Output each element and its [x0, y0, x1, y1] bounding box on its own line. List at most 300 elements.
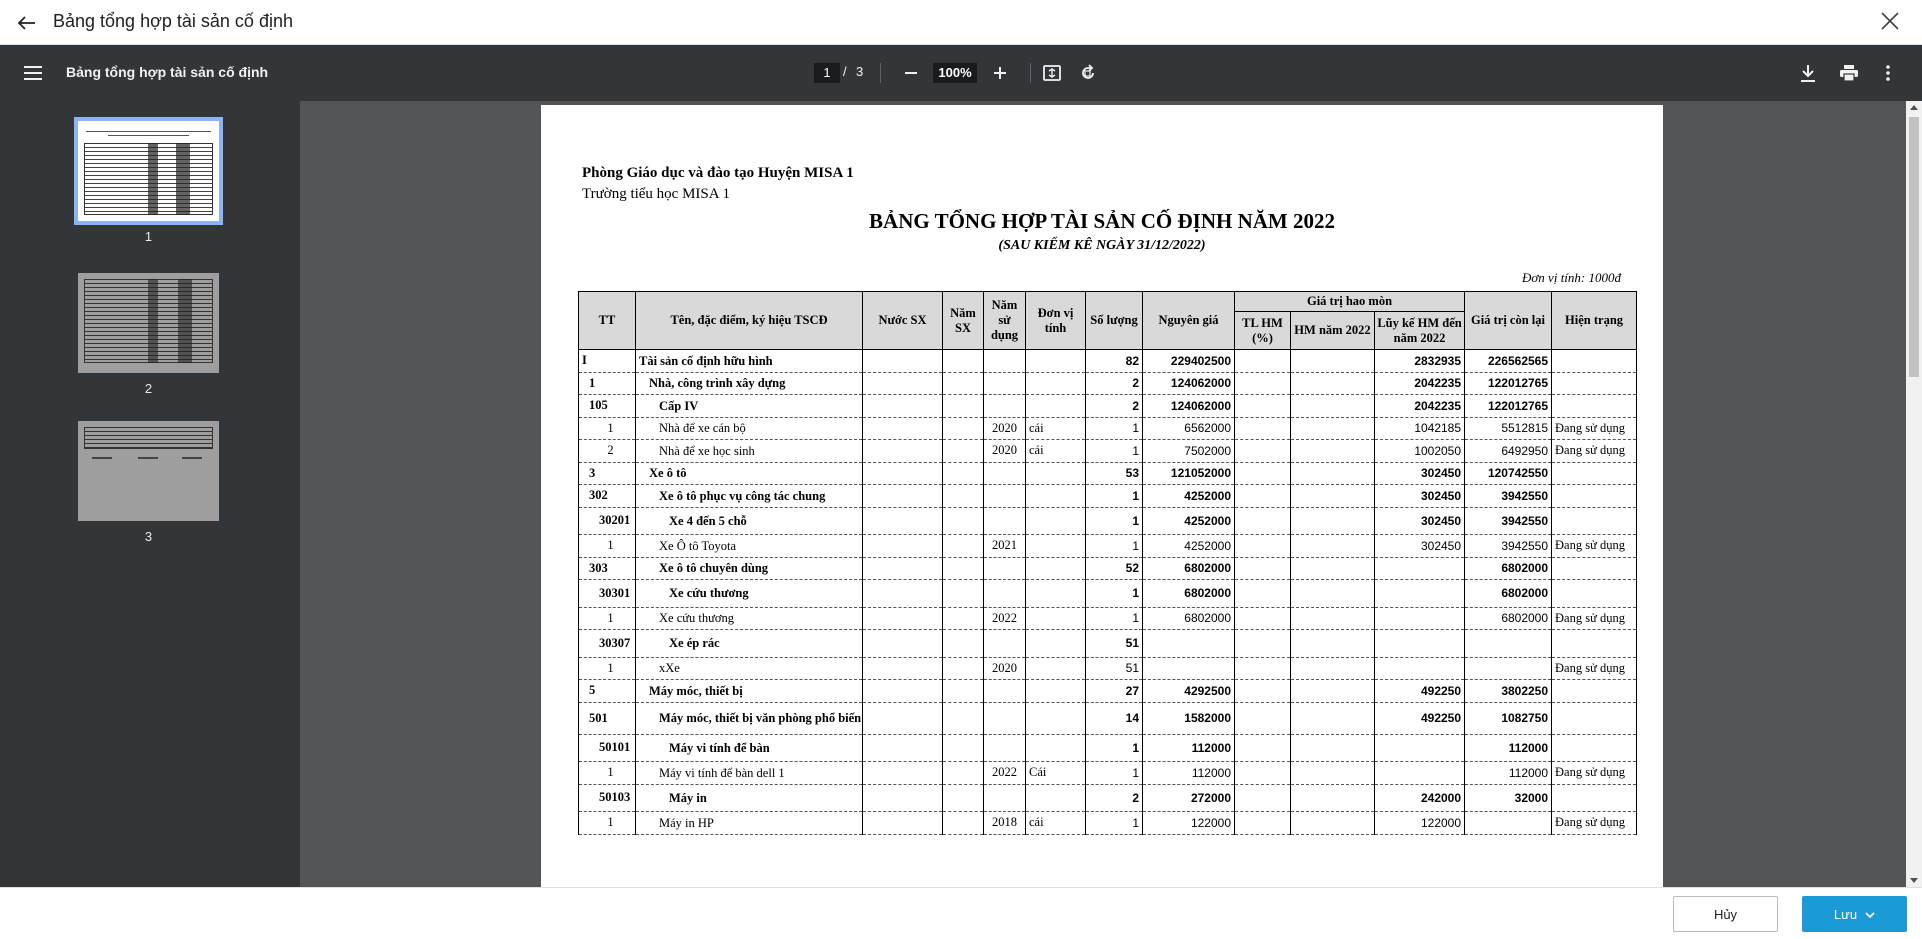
cell-status — [1552, 580, 1637, 608]
cell-unit — [1026, 462, 1086, 485]
cell-unit — [1026, 784, 1086, 812]
cell-year-made — [943, 784, 984, 812]
cell-name: Cấp IV — [636, 395, 863, 418]
cell-name: Xe ô tô — [636, 462, 863, 485]
cell-year-made — [943, 395, 984, 418]
cell-qty: 2 — [1086, 784, 1143, 812]
cell-remaining: 112000 — [1465, 734, 1552, 762]
header-cost: Nguyên giá — [1143, 292, 1235, 350]
cell-remaining: 226562565 — [1465, 350, 1552, 373]
cell-qty: 1 — [1086, 762, 1143, 785]
cell-qty: 1 — [1086, 535, 1143, 558]
cell-year-made — [943, 485, 984, 508]
cell-remaining: 122012765 — [1465, 372, 1552, 395]
cell-depr-rate — [1235, 762, 1291, 785]
cell-cost: 112000 — [1143, 762, 1235, 785]
cell-depr-rate — [1235, 535, 1291, 558]
cell-depr-year — [1291, 607, 1375, 630]
cell-qty: 14 — [1086, 702, 1143, 734]
cell-qty: 1 — [1086, 607, 1143, 630]
rotate-icon[interactable] — [1073, 58, 1103, 88]
cell-depr-year — [1291, 535, 1375, 558]
cell-depr-accum: 2042235 — [1375, 372, 1465, 395]
cell-depr-accum: 492250 — [1375, 680, 1465, 703]
cell-country — [863, 557, 943, 580]
cell-year-used — [984, 372, 1026, 395]
cell-unit — [1026, 485, 1086, 508]
cell-unit — [1026, 630, 1086, 658]
cell-year-made — [943, 580, 984, 608]
cancel-button[interactable]: Hủy — [1673, 896, 1778, 932]
cell-depr-accum — [1375, 630, 1465, 658]
cell-depr-accum — [1375, 762, 1465, 785]
cell-unit — [1026, 580, 1086, 608]
cell-country — [863, 607, 943, 630]
cell-year-used — [984, 630, 1026, 658]
scrollbar-thumb[interactable] — [1909, 117, 1919, 377]
cell-cost: 121052000 — [1143, 462, 1235, 485]
cell-remaining: 3942550 — [1465, 485, 1552, 508]
cell-tt: 50103 — [579, 784, 636, 812]
cell-remaining: 112000 — [1465, 762, 1552, 785]
cell-depr-rate — [1235, 440, 1291, 463]
cell-year-used — [984, 395, 1026, 418]
cell-depr-year — [1291, 812, 1375, 835]
header-depr-rate: TL HM (%) — [1235, 312, 1291, 350]
zoom-level-input[interactable]: 100% — [933, 63, 977, 83]
cell-cost: 6802000 — [1143, 580, 1235, 608]
table-body — [579, 350, 1637, 835]
cell-tt: 30307 — [579, 630, 636, 658]
cell-year-made — [943, 812, 984, 835]
cell-tt: 3 — [579, 462, 636, 485]
cell-depr-rate — [1235, 372, 1291, 395]
thumbnail-label: 1 — [144, 229, 153, 244]
cell-depr-accum: 2042235 — [1375, 395, 1465, 418]
cell-depr-year — [1291, 702, 1375, 734]
cell-depr-year — [1291, 762, 1375, 785]
cell-year-used: 2020 — [984, 657, 1026, 680]
cell-year-used: 2018 — [984, 812, 1026, 835]
cell-country — [863, 440, 943, 463]
cell-remaining: 5512815 — [1465, 417, 1552, 440]
cell-tt: 302 — [579, 485, 636, 508]
cell-unit: cái — [1026, 812, 1086, 835]
cell-depr-accum: 302450 — [1375, 535, 1465, 558]
cell-year-made — [943, 702, 984, 734]
zoom-out-icon[interactable] — [896, 58, 926, 88]
cell-year-used: 2022 — [984, 607, 1026, 630]
cell-year-made — [943, 535, 984, 558]
header-depr-accum: Lũy kế HM đến năm 2022 — [1375, 312, 1465, 350]
cell-depr-accum: 302450 — [1375, 462, 1465, 485]
cell-name: Tài sản cố định hữu hình — [636, 350, 863, 373]
cell-remaining: 6802000 — [1465, 557, 1552, 580]
cell-qty: 1 — [1086, 485, 1143, 508]
cell-qty: 1 — [1086, 812, 1143, 835]
cell-country — [863, 630, 943, 658]
pdf-page — [541, 105, 1663, 887]
table-row — [579, 372, 1637, 395]
cell-unit: Cái — [1026, 762, 1086, 785]
cell-depr-accum — [1375, 734, 1465, 762]
organization-name: Phòng Giáo dục và đào tạo Huyện MISA 1 — [582, 165, 854, 181]
cell-unit — [1026, 350, 1086, 373]
cell-year-used — [984, 734, 1026, 762]
save-button[interactable] — [1802, 896, 1907, 932]
cell-depr-year — [1291, 395, 1375, 418]
cell-unit — [1026, 557, 1086, 580]
cell-tt: 2 — [579, 440, 636, 463]
cell-depr-rate — [1235, 680, 1291, 703]
cell-tt: 1 — [579, 372, 636, 395]
header-tt: TT — [579, 292, 636, 350]
cell-year-made — [943, 417, 984, 440]
table-row — [579, 702, 1637, 734]
cell-cost: 7502000 — [1143, 440, 1235, 463]
cell-cost: 4252000 — [1143, 485, 1235, 508]
cell-year-made — [943, 734, 984, 762]
cell-qty: 1 — [1086, 440, 1143, 463]
vertical-scrollbar[interactable] — [1906, 101, 1922, 887]
cell-country — [863, 350, 943, 373]
cell-remaining: 3942550 — [1465, 535, 1552, 558]
thumbnail-page-2[interactable] — [73, 273, 224, 396]
cell-depr-accum — [1375, 580, 1465, 608]
cell-country — [863, 507, 943, 535]
close-icon[interactable] — [1876, 7, 1904, 35]
cell-qty: 2 — [1086, 395, 1143, 418]
table-row — [579, 657, 1637, 680]
more-options-icon[interactable] — [1873, 58, 1903, 88]
save-button-label: Lưu — [1833, 906, 1858, 922]
download-icon[interactable] — [1793, 58, 1823, 88]
cell-remaining: 122012765 — [1465, 395, 1552, 418]
cell-name: Xe ô tô chuyên dùng — [636, 557, 863, 580]
cell-depr-rate — [1235, 607, 1291, 630]
school-name: Trường tiểu học MISA 1 — [582, 186, 731, 202]
scroll-up-icon[interactable] — [1910, 105, 1918, 110]
cell-status: Đang sử dụng — [1552, 657, 1637, 680]
document-title: Bảng tổng hợp tài sản cố định — [66, 64, 269, 80]
cell-name: Xe Ô tô Toyota — [636, 535, 863, 558]
document-viewer[interactable] — [300, 101, 1906, 887]
cell-name: Xe 4 đến 5 chỗ — [636, 507, 863, 535]
cell-qty: 51 — [1086, 657, 1143, 680]
back-arrow-icon[interactable] — [14, 10, 40, 36]
cell-remaining: 1082750 — [1465, 702, 1552, 734]
cell-tt: 105 — [579, 395, 636, 418]
cell-depr-year — [1291, 485, 1375, 508]
cell-depr-year — [1291, 680, 1375, 703]
table-row — [579, 680, 1637, 703]
cell-depr-rate — [1235, 507, 1291, 535]
cell-remaining: 6802000 — [1465, 607, 1552, 630]
cell-name: Máy vi tính để bàn dell 1 — [636, 762, 863, 785]
cell-remaining — [1465, 630, 1552, 658]
cell-name: Xe cứu thương — [636, 607, 863, 630]
cell-country — [863, 417, 943, 440]
cell-cost: 124062000 — [1143, 395, 1235, 418]
print-icon[interactable] — [1834, 58, 1864, 88]
cell-status — [1552, 702, 1637, 734]
cell-depr-accum: 242000 — [1375, 784, 1465, 812]
cell-depr-year — [1291, 557, 1375, 580]
table-row — [579, 395, 1637, 418]
table-row — [579, 440, 1637, 463]
cell-remaining: 6492950 — [1465, 440, 1552, 463]
thumbnail-image — [78, 273, 219, 373]
cell-depr-year — [1291, 630, 1375, 658]
cell-status: Đang sử dụng — [1552, 812, 1637, 835]
cell-tt: 1 — [579, 535, 636, 558]
cell-remaining: 3802250 — [1465, 680, 1552, 703]
cell-year-made — [943, 607, 984, 630]
cell-depr-accum — [1375, 557, 1465, 580]
pdf-toolbar — [0, 45, 1922, 101]
cell-status — [1552, 372, 1637, 395]
table-row — [579, 580, 1637, 608]
cell-year-used — [984, 462, 1026, 485]
cell-unit — [1026, 372, 1086, 395]
cell-year-made — [943, 557, 984, 580]
thumbnail-sidebar — [0, 101, 300, 887]
table-row — [579, 630, 1637, 658]
cell-depr-rate — [1235, 580, 1291, 608]
cell-unit — [1026, 702, 1086, 734]
cell-country — [863, 462, 943, 485]
cell-name: Máy móc, thiết bị — [636, 680, 863, 703]
thumbnail-page-1[interactable] — [73, 121, 224, 244]
thumbnail-label: 2 — [144, 381, 153, 396]
cell-year-made — [943, 630, 984, 658]
cell-depr-accum: 1042185 — [1375, 417, 1465, 440]
cell-remaining: 3942550 — [1465, 507, 1552, 535]
cell-cost — [1143, 657, 1235, 680]
cell-depr-accum — [1375, 607, 1465, 630]
cell-remaining — [1465, 657, 1552, 680]
thumbnail-image — [78, 421, 219, 521]
cell-year-used: 2020 — [984, 417, 1026, 440]
cell-qty: 51 — [1086, 630, 1143, 658]
fit-page-icon[interactable] — [1037, 58, 1067, 88]
dialog-header — [0, 0, 1922, 45]
cell-depr-rate — [1235, 784, 1291, 812]
cell-status — [1552, 734, 1637, 762]
cell-cost: 112000 — [1143, 734, 1235, 762]
cell-remaining — [1465, 812, 1552, 835]
cell-depr-year — [1291, 417, 1375, 440]
cell-depr-rate — [1235, 350, 1291, 373]
cell-year-made — [943, 350, 984, 373]
cell-year-used — [984, 507, 1026, 535]
cell-depr-accum — [1375, 657, 1465, 680]
header-name: Tên, đặc điểm, ký hiệu TSCĐ — [636, 292, 863, 350]
cell-cost: 229402500 — [1143, 350, 1235, 373]
cell-status: Đang sử dụng — [1552, 417, 1637, 440]
cell-depr-accum: 302450 — [1375, 485, 1465, 508]
cell-unit — [1026, 535, 1086, 558]
cell-country — [863, 485, 943, 508]
cell-depr-accum: 122000 — [1375, 812, 1465, 835]
cell-status — [1552, 507, 1637, 535]
cell-cost: 1582000 — [1143, 702, 1235, 734]
cell-tt: 1 — [579, 607, 636, 630]
toolbar-divider — [1030, 63, 1031, 83]
cell-year-used: 2020 — [984, 440, 1026, 463]
cell-qty: 53 — [1086, 462, 1143, 485]
thumbnail-label: 3 — [144, 529, 153, 544]
cell-year-used — [984, 580, 1026, 608]
asset-table — [578, 291, 1637, 835]
cell-country — [863, 762, 943, 785]
cell-tt: 1 — [579, 812, 636, 835]
header-year-used: Năm sử dụng — [984, 292, 1026, 350]
cell-year-used — [984, 557, 1026, 580]
page-number-input[interactable]: 1 — [814, 63, 840, 83]
cell-name: Nhà để xe học sinh — [636, 440, 863, 463]
cell-qty: 2 — [1086, 372, 1143, 395]
header-country: Nước SX — [863, 292, 943, 350]
cell-year-made — [943, 680, 984, 703]
cell-year-used — [984, 350, 1026, 373]
table-row — [579, 784, 1637, 812]
cell-name: Máy in HP — [636, 812, 863, 835]
cell-depr-rate — [1235, 417, 1291, 440]
header-year-made: Năm SX — [943, 292, 984, 350]
cell-name: Máy móc, thiết bị văn phòng phổ biến — [636, 702, 863, 734]
cell-depr-accum: 2832935 — [1375, 350, 1465, 373]
cell-country — [863, 734, 943, 762]
cell-qty: 1 — [1086, 507, 1143, 535]
cell-year-made — [943, 462, 984, 485]
cell-status — [1552, 630, 1637, 658]
cell-depr-year — [1291, 580, 1375, 608]
table-row — [579, 762, 1637, 785]
cell-depr-rate — [1235, 630, 1291, 658]
cell-depr-rate — [1235, 657, 1291, 680]
cell-depr-rate — [1235, 462, 1291, 485]
cell-country — [863, 812, 943, 835]
thumbnail-page-3[interactable] — [73, 421, 224, 544]
cell-year-used — [984, 680, 1026, 703]
cell-name: Nhà để xe cán bộ — [636, 417, 863, 440]
page-separator: / — [843, 64, 847, 79]
report-title: BẢNG TỔNG HỢP TÀI SẢN CỐ ĐỊNH NĂM 2022 — [869, 209, 1335, 233]
cell-cost: 122000 — [1143, 812, 1235, 835]
cell-status — [1552, 557, 1637, 580]
cell-depr-year — [1291, 372, 1375, 395]
cell-cost: 6562000 — [1143, 417, 1235, 440]
dialog-title: Bảng tổng hợp tài sản cố định — [53, 11, 293, 31]
menu-icon[interactable] — [18, 58, 48, 88]
cell-depr-accum: 302450 — [1375, 507, 1465, 535]
cell-depr-rate — [1235, 702, 1291, 734]
zoom-in-icon[interactable] — [985, 58, 1015, 88]
cell-tt: 501 — [579, 702, 636, 734]
table-row — [579, 535, 1637, 558]
chevron-down-icon[interactable] — [1865, 907, 1875, 922]
cell-depr-year — [1291, 462, 1375, 485]
report-subtitle: (SAU KIỂM KÊ NGÀY 31/12/2022) — [998, 238, 1206, 253]
header-depr-year: HM năm 2022 — [1291, 312, 1375, 350]
cell-depr-year — [1291, 507, 1375, 535]
cell-name: xXe — [636, 657, 863, 680]
cell-unit — [1026, 395, 1086, 418]
table-row — [579, 485, 1637, 508]
unit-label: Đơn vị tính: 1000đ — [1521, 270, 1621, 285]
cell-cost: 4292500 — [1143, 680, 1235, 703]
cell-qty: 82 — [1086, 350, 1143, 373]
cell-year-made — [943, 507, 984, 535]
cell-year-used — [984, 485, 1026, 508]
toolbar-divider — [880, 63, 881, 83]
cell-remaining: 32000 — [1465, 784, 1552, 812]
cell-tt: 303 — [579, 557, 636, 580]
table-row — [579, 507, 1637, 535]
cell-country — [863, 657, 943, 680]
cell-unit — [1026, 607, 1086, 630]
cell-cost: 4252000 — [1143, 535, 1235, 558]
cell-year-made — [943, 657, 984, 680]
cell-remaining: 120742550 — [1465, 462, 1552, 485]
cell-country — [863, 395, 943, 418]
page-total: 3 — [856, 64, 864, 79]
cell-year-made — [943, 440, 984, 463]
cell-status: Đang sử dụng — [1552, 607, 1637, 630]
cell-unit — [1026, 657, 1086, 680]
cell-country — [863, 702, 943, 734]
cell-status: Đang sử dụng — [1552, 762, 1637, 785]
cell-country — [863, 372, 943, 395]
cell-name: Xe ép rác — [636, 630, 863, 658]
cell-status: Đang sử dụng — [1552, 440, 1637, 463]
cell-cost: 124062000 — [1143, 372, 1235, 395]
cell-cost: 6802000 — [1143, 557, 1235, 580]
cell-tt: 5 — [579, 680, 636, 703]
cell-cost: 272000 — [1143, 784, 1235, 812]
thumbnail-image — [78, 121, 219, 221]
cell-country — [863, 580, 943, 608]
cell-tt: 30301 — [579, 580, 636, 608]
cell-year-used: 2022 — [984, 762, 1026, 785]
cell-year-used — [984, 784, 1026, 812]
cell-depr-rate — [1235, 485, 1291, 508]
cell-depr-rate — [1235, 812, 1291, 835]
cell-cost: 6802000 — [1143, 607, 1235, 630]
cell-depr-year — [1291, 440, 1375, 463]
cell-depr-rate — [1235, 557, 1291, 580]
table-row — [579, 734, 1637, 762]
cell-name: Nhà, công trình xây dựng — [636, 372, 863, 395]
cell-tt: 1 — [579, 762, 636, 785]
cell-remaining: 6802000 — [1465, 580, 1552, 608]
cell-name: Máy vi tính để bàn — [636, 734, 863, 762]
cell-depr-year — [1291, 657, 1375, 680]
cell-name: Xe ô tô phục vụ công tác chung — [636, 485, 863, 508]
table-row — [579, 607, 1637, 630]
cell-year-used — [984, 702, 1026, 734]
scroll-down-icon[interactable] — [1910, 878, 1918, 883]
table-row — [579, 417, 1637, 440]
cell-tt: 30201 — [579, 507, 636, 535]
cell-status — [1552, 680, 1637, 703]
cell-tt: 1 — [579, 657, 636, 680]
cell-depr-accum: 492250 — [1375, 702, 1465, 734]
cell-country — [863, 680, 943, 703]
cell-status — [1552, 350, 1637, 373]
cell-qty: 52 — [1086, 557, 1143, 580]
